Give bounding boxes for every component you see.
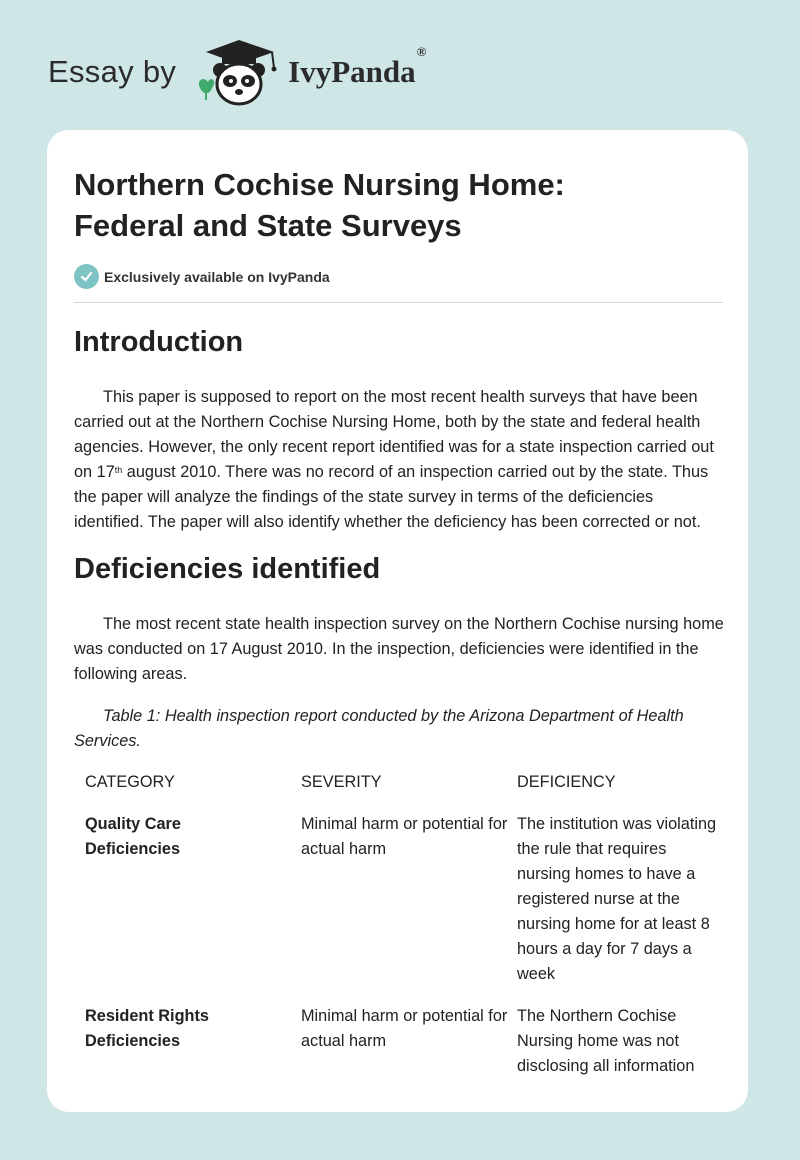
- table-header-row: [85, 770, 725, 795]
- introduction-paragraph: This paper is supposed to report on the most recent health surveys that have been carried out at the Northern Cochise Nursing Home, both by the state and federal health agencies. However, the only recent report identified was for a state inspection carried out on 17th august 2010. There was no record of an inspection carried out by the state. Thus the paper will analyze the findings of the state survey in terms of the deficiencies identified. The paper will also identify whether the deficiency has been corrected or not.: [74, 388, 714, 531]
- divider: [74, 302, 723, 303]
- brand-prefix: Essay by: [48, 54, 177, 89]
- row-deficiency: The institution was violating the rule that requires nursing homes to have a registered nurse at the nursing home for at least 8 hours a day for 7 days a week: [517, 815, 717, 983]
- table-row: [85, 1004, 725, 1079]
- exclusive-text: Exclusively available on IvyPanda: [104, 268, 330, 285]
- row-category: Resident Rights Deficiencies: [85, 1007, 209, 1050]
- deficiencies-paragraph: The most recent state health inspection survey on the Northern Cochise nursing home was conducted on 17 August 2010. In the inspection, deficiencies were identified in the following areas.: [74, 615, 724, 683]
- header-deficiency: DEFICIENCY: [517, 773, 616, 791]
- header-category: CATEGORY: [85, 773, 175, 791]
- introduction-heading: Introduction: [74, 326, 244, 358]
- header-severity: SEVERITY: [301, 773, 382, 791]
- row-deficiency: The Northern Cochise Nursing home was not disclosing all information: [517, 1007, 695, 1075]
- row-category: Quality Care Deficiencies: [85, 815, 181, 858]
- table-caption: Table 1: Health inspection report conducted by the Arizona Department of Health Services.: [74, 707, 684, 750]
- brand-name: IvyPanda®: [288, 44, 427, 89]
- inspection-table: [85, 770, 725, 1079]
- table-row: [85, 812, 725, 987]
- panda-logo-icon: [194, 36, 284, 108]
- brand-logo[interactable]: [48, 36, 426, 108]
- article-card: [47, 130, 748, 1112]
- row-severity: Minimal harm or potential for actual harm: [301, 815, 508, 858]
- deficiencies-heading: Deficiencies identified: [74, 553, 381, 585]
- row-severity: Minimal harm or potential for actual harm: [301, 1007, 508, 1050]
- checkmark-icon: [74, 264, 99, 289]
- exclusive-badge: [74, 264, 330, 289]
- page-title: Northern Cochise Nursing Home: Federal and State Surveys: [74, 167, 565, 243]
